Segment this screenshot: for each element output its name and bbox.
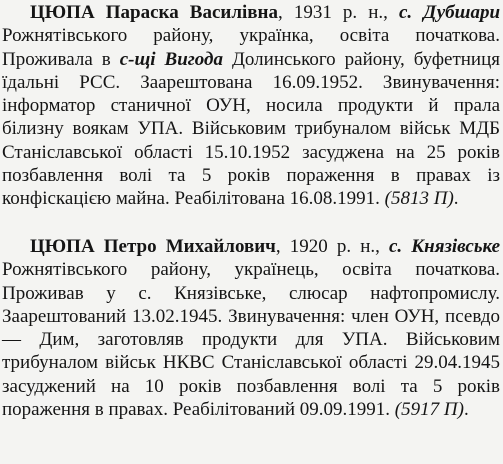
person-name: ЦЮПА Параска Василівна bbox=[30, 2, 278, 23]
entry-text: Рожнятівського району, українка, освіта початкова. Проживала в bbox=[2, 25, 500, 70]
birth-place: с. Дубшари bbox=[399, 2, 501, 23]
entry-text: Рожнятівського району, українець, освіта початкова. Проживав у с. Князівське, слюсар нафтопромислу. Заарештований 13.02.1945. Звинувачення: член ОУН, псевдо — Дим, заготовляв продукти для УПА. Військовим трибуналом військ НКВС Станіславської області 29.04.1945 засуджений на 10 років позбавлення волі та 5 років пораження в правах. Реабілітований 09.09.1991. bbox=[2, 259, 500, 421]
birth-place: с. Князівське bbox=[388, 236, 501, 257]
birth-year: 1920 р. н., bbox=[289, 236, 389, 257]
entry-end: . bbox=[463, 399, 469, 421]
entry-text: Долинського району, буфетниця їдальні РСС. Заарештована 16.09.1952. Звинувачення: інформатор станичної ОУН, носила продукти й прала білизну воякам УПА. Військовим трибуналом військ МДБ Станіславської області 15.10.1952 засуджена на 25 років позбавлення волі та 5 років пораження в правах із конфіскацією майна. Реабілітована 16.08.1991. bbox=[2, 48, 501, 210]
biography-entry bbox=[2, 235, 500, 421]
archive-reference: (5813 П) bbox=[384, 188, 454, 210]
biography-entry bbox=[2, 1, 500, 211]
separator: , bbox=[275, 236, 290, 257]
archive-reference: (5917 П) bbox=[394, 399, 464, 421]
birth-year: 1931 р. н., bbox=[293, 2, 399, 23]
person-name: ЦЮПА Петро Михайлович bbox=[30, 236, 276, 257]
residence-place: с-щі Вигода bbox=[119, 48, 223, 70]
separator: , bbox=[277, 2, 294, 23]
entry-end: . bbox=[453, 188, 459, 210]
